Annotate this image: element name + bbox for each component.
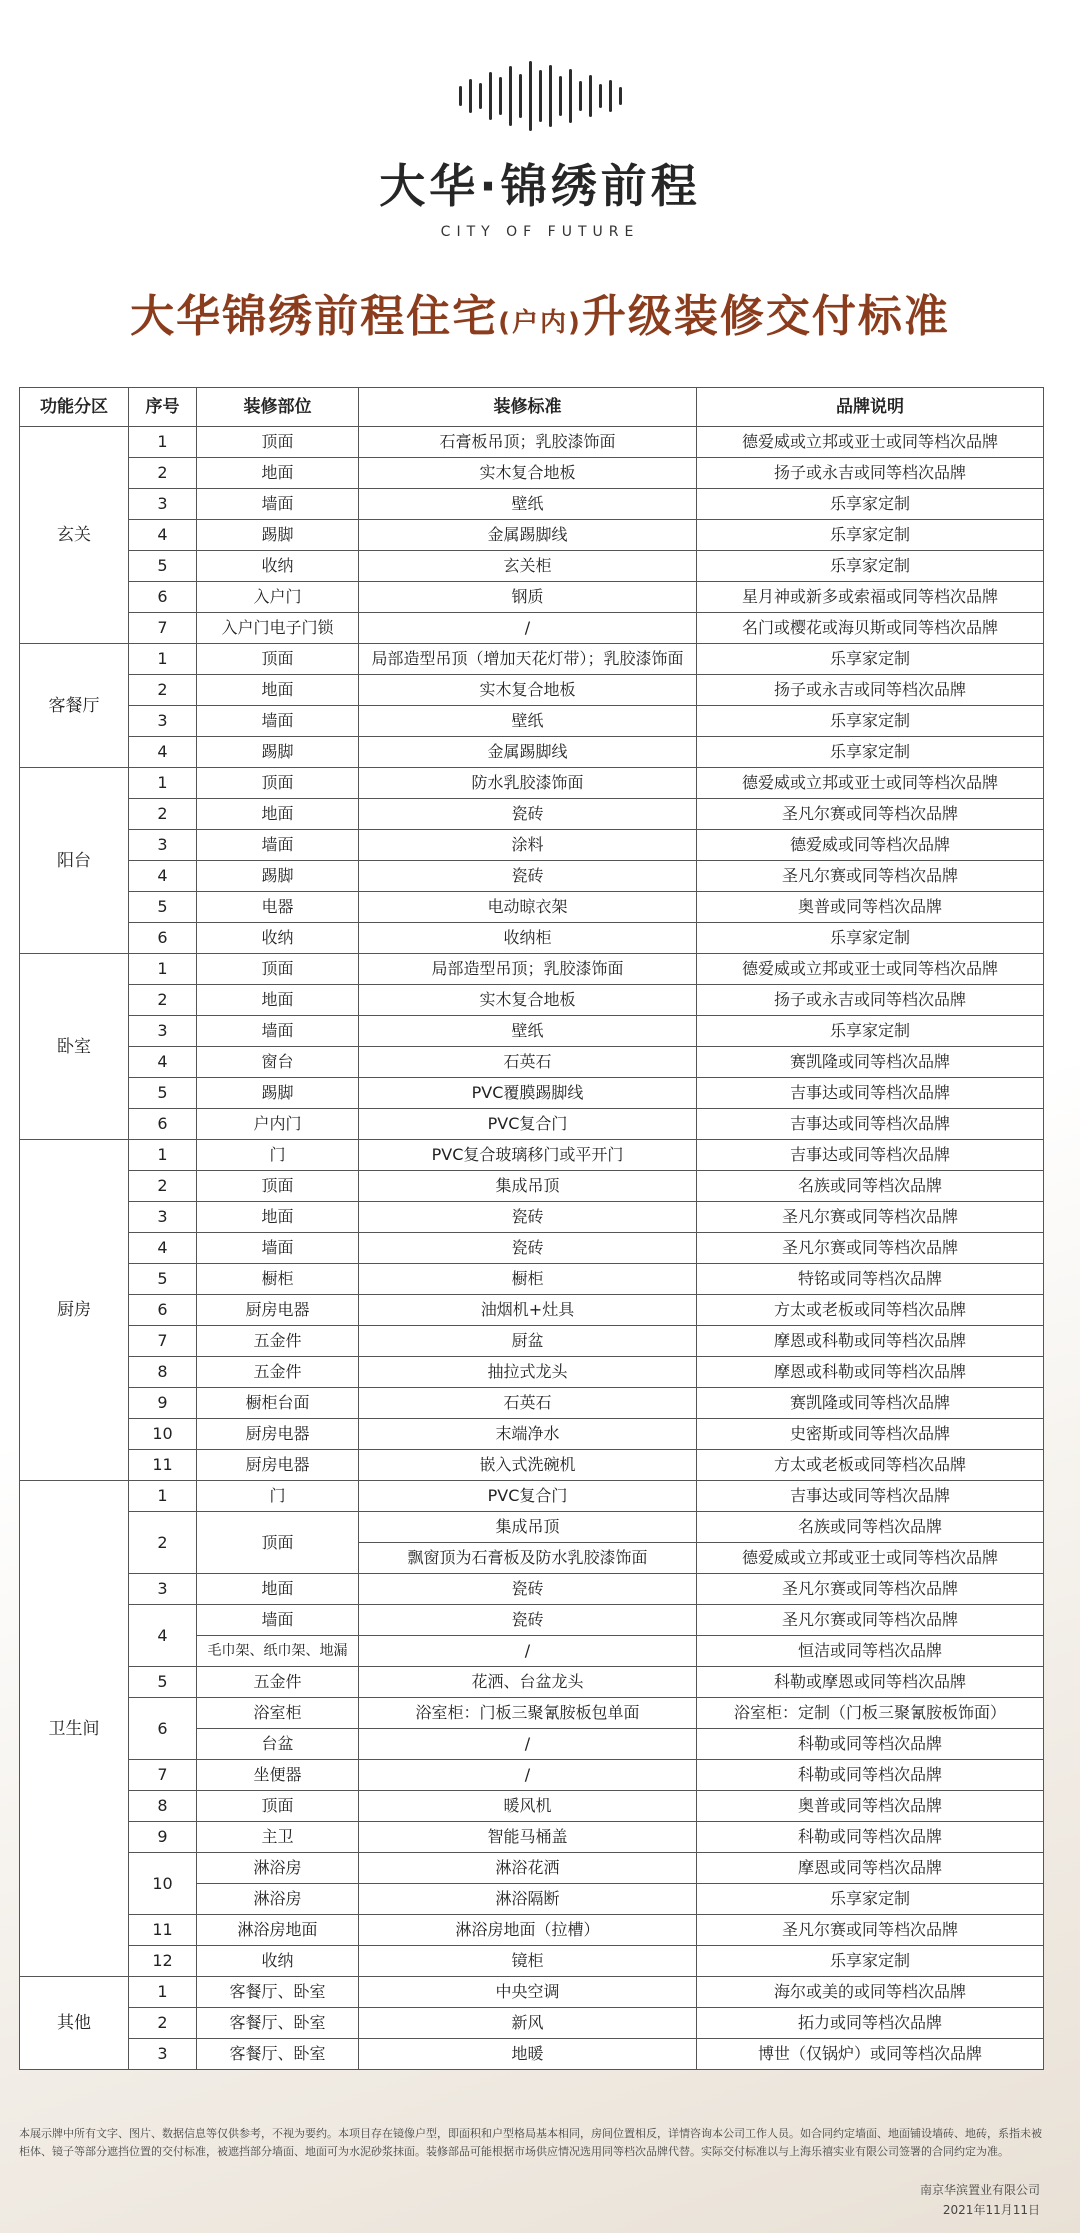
cell: 摩恩或科勒或同等档次品牌 (697, 1357, 1044, 1388)
cell: 乐享家定制 (697, 1016, 1044, 1047)
cell: 9 (129, 1822, 197, 1853)
cell: 抽拉式龙头 (359, 1357, 697, 1388)
cell: 地面 (197, 458, 359, 489)
cell: 防水乳胶漆饰面 (359, 768, 697, 799)
cell: 11 (129, 1915, 197, 1946)
table-row (20, 1419, 1044, 1450)
table-row (20, 799, 1044, 830)
cell: 吉事达或同等档次品牌 (697, 1078, 1044, 1109)
cell: 门 (197, 1481, 359, 1512)
cell: 1 (129, 1140, 197, 1171)
cell: 地面 (197, 675, 359, 706)
cell: 乐享家定制 (697, 551, 1044, 582)
cell: 1 (129, 954, 197, 985)
cell: / (359, 1760, 697, 1791)
header-brand: 品牌说明 (697, 388, 1044, 427)
cell: 石英石 (359, 1388, 697, 1419)
zone-label: 厨房 (20, 1140, 129, 1481)
table-row (20, 489, 1044, 520)
table-row (20, 737, 1044, 768)
cell: 镜柜 (359, 1946, 697, 1977)
zone-label: 其他 (20, 1977, 129, 2070)
cell: 特铭或同等档次品牌 (697, 1264, 1044, 1295)
cell: 2 (129, 458, 197, 489)
cell: 乐享家定制 (697, 1946, 1044, 1977)
cell: 4 (129, 737, 197, 768)
cell: 3 (129, 2039, 197, 2070)
cell: 客餐厅、卧室 (197, 2008, 359, 2039)
cell: 石英石 (359, 1047, 697, 1078)
cell: 3 (129, 489, 197, 520)
cell: 墙面 (197, 489, 359, 520)
table-row (20, 1264, 1044, 1295)
cell: 奥普或同等档次品牌 (697, 1791, 1044, 1822)
cell: 顶面 (197, 644, 359, 675)
cell: 6 (129, 1698, 197, 1760)
zone-label: 卫生间 (20, 1481, 129, 1977)
cell: 新风 (359, 2008, 697, 2039)
cell: 5 (129, 892, 197, 923)
cell: 吉事达或同等档次品牌 (697, 1481, 1044, 1512)
cell: 名族或同等档次品牌 (697, 1171, 1044, 1202)
cell: 12 (129, 1946, 197, 1977)
cell: 五金件 (197, 1357, 359, 1388)
table-row (20, 644, 1044, 675)
table-row (20, 1605, 1044, 1636)
cell: 6 (129, 1295, 197, 1326)
cell: 收纳 (197, 923, 359, 954)
table-row (20, 1140, 1044, 1171)
cell: 集成吊顶 (359, 1171, 697, 1202)
cell: 踢脚 (197, 520, 359, 551)
table-row (20, 1326, 1044, 1357)
cell: 圣凡尔赛或同等档次品牌 (697, 1574, 1044, 1605)
cell: 3 (129, 1016, 197, 1047)
cell: 10 (129, 1853, 197, 1915)
company-name: 南京华滨置业有限公司 (919, 2183, 1040, 2197)
cell: 3 (129, 1202, 197, 1233)
disclaimer-note: 本展示牌中所有文字、图片、数据信息等仅供参考，不视为要约。本项目存在镜像户型，即面积和户型格局基本相同，房间位置相反，详情咨询本公司工作人员。如合同约定墙面、地面铺设墙砖、地砖，系指未被柜体、镜子等部分遮挡位置的交付标准，被遮挡部分墙面、地面可为水泥砂浆抹面。装修部品可能根据市场供应情况选用同等档次品牌代替。实际交付标准以与上海乐禧实业有限公司签署的合同约定为准。 (19, 2127, 1042, 2158)
cell: 金属踢脚线 (359, 737, 697, 768)
cell: 客餐厅、卧室 (197, 1977, 359, 2008)
cell: 淋浴房 (197, 1884, 359, 1915)
cell: 毛巾架、纸巾架、地漏 (197, 1636, 359, 1667)
cell: 实木复合地板 (359, 458, 697, 489)
cell: 赛凯隆或同等档次品牌 (697, 1388, 1044, 1419)
cell: 德爱威或立邦或亚士或同等档次品牌 (697, 768, 1044, 799)
cell: 门 (197, 1140, 359, 1171)
cell: 墙面 (197, 1016, 359, 1047)
cell: 乐享家定制 (697, 520, 1044, 551)
cell: 涂料 (359, 830, 697, 861)
table-row (20, 551, 1044, 582)
brand-subtitle: CITY OF FUTURE (440, 224, 640, 240)
cell: 顶面 (197, 1512, 359, 1574)
cell: PVC复合门 (359, 1109, 697, 1140)
cell: 厨房电器 (197, 1295, 359, 1326)
cell: 5 (129, 1264, 197, 1295)
cell: 顶面 (197, 1171, 359, 1202)
title-main: 大华锦绣前程住宅 (130, 291, 499, 342)
cell: 玄关柜 (359, 551, 697, 582)
company-info (920, 2180, 1040, 2220)
cell: 乐享家定制 (697, 737, 1044, 768)
cell: 顶面 (197, 1791, 359, 1822)
cell: 入户门 (197, 582, 359, 613)
cell: 乐享家定制 (697, 644, 1044, 675)
cell: 入户门电子门锁 (197, 613, 359, 644)
cell: 星月神或新多或索福或同等档次品牌 (697, 582, 1044, 613)
table-row (20, 1667, 1044, 1698)
cell: 嵌入式洗碗机 (359, 1450, 697, 1481)
cell: 方太或老板或同等档次品牌 (697, 1295, 1044, 1326)
cell: 电器 (197, 892, 359, 923)
cell: PVC复合玻璃移门或平开门 (359, 1140, 697, 1171)
cell: 名族或同等档次品牌 (697, 1512, 1044, 1543)
cell: 壁纸 (359, 706, 697, 737)
cell: 德爱威或立邦或亚士或同等档次品牌 (697, 427, 1044, 458)
table-row (20, 1915, 1044, 1946)
cell: 顶面 (197, 954, 359, 985)
table-row (20, 1171, 1044, 1202)
table-row (20, 458, 1044, 489)
cell: 赛凯隆或同等档次品牌 (697, 1047, 1044, 1078)
cell: 拓力或同等档次品牌 (697, 2008, 1044, 2039)
soundwave-logo-icon (0, 58, 1080, 134)
cell: / (359, 1729, 697, 1760)
cell: 局部造型吊顶；乳胶漆饰面 (359, 954, 697, 985)
cell: 1 (129, 1977, 197, 2008)
zone-label: 卧室 (20, 954, 129, 1140)
cell: 2 (129, 675, 197, 706)
cell: 圣凡尔赛或同等档次品牌 (697, 1202, 1044, 1233)
cell: 科勒或同等档次品牌 (697, 1822, 1044, 1853)
cell: 末端净水 (359, 1419, 697, 1450)
cell: 方太或老板或同等档次品牌 (697, 1450, 1044, 1481)
cell: 顶面 (197, 427, 359, 458)
table-row (20, 2008, 1044, 2039)
cell: 收纳 (197, 1946, 359, 1977)
cell: 瓷砖 (359, 1574, 697, 1605)
cell: 2 (129, 1171, 197, 1202)
table-row (20, 675, 1044, 706)
cell: PVC覆膜踢脚线 (359, 1078, 697, 1109)
cell: PVC复合门 (359, 1481, 697, 1512)
table-row (20, 768, 1044, 799)
table-row (20, 923, 1044, 954)
cell: 4 (129, 1233, 197, 1264)
cell: 1 (129, 427, 197, 458)
cell: 3 (129, 706, 197, 737)
table-row (20, 706, 1044, 737)
table-row (20, 985, 1044, 1016)
cell: 10 (129, 1419, 197, 1450)
cell: 5 (129, 1667, 197, 1698)
cell: 石膏板吊顶；乳胶漆饰面 (359, 427, 697, 458)
cell: 墙面 (197, 1605, 359, 1636)
cell: 扬子或永吉或同等档次品牌 (697, 985, 1044, 1016)
cell: 7 (129, 613, 197, 644)
cell: 主卫 (197, 1822, 359, 1853)
zone-label: 阳台 (20, 768, 129, 954)
cell: 收纳柜 (359, 923, 697, 954)
table-row (20, 861, 1044, 892)
cell: 圣凡尔赛或同等档次品牌 (697, 799, 1044, 830)
table-row (20, 954, 1044, 985)
table-row (20, 892, 1044, 923)
cell: 淋浴房 (197, 1853, 359, 1884)
cell: 顶面 (197, 768, 359, 799)
table-row (20, 1760, 1044, 1791)
cell: 乐享家定制 (697, 489, 1044, 520)
cell: 5 (129, 1078, 197, 1109)
cell: 奥普或同等档次品牌 (697, 892, 1044, 923)
cell: 地面 (197, 985, 359, 1016)
issue-date: 2021年11月11日 (942, 2203, 1040, 2217)
cell: 花洒、台盆龙头 (359, 1667, 697, 1698)
cell: 淋浴隔断 (359, 1884, 697, 1915)
cell: 11 (129, 1450, 197, 1481)
cell: 科勒或同等档次品牌 (697, 1760, 1044, 1791)
cell: 淋浴房地面 (197, 1915, 359, 1946)
cell: 窗台 (197, 1047, 359, 1078)
standards-table (19, 387, 1044, 2070)
cell: 圣凡尔赛或同等档次品牌 (697, 1233, 1044, 1264)
cell: 乐享家定制 (697, 706, 1044, 737)
cell: 3 (129, 1574, 197, 1605)
cell: 飘窗顶为石膏板及防水乳胶漆饰面 (359, 1543, 697, 1574)
cell: 1 (129, 768, 197, 799)
table-row (20, 1791, 1044, 1822)
brand-logo (0, 58, 1080, 240)
cell: 厨盆 (359, 1326, 697, 1357)
cell: 壁纸 (359, 1016, 697, 1047)
cell: 金属踢脚线 (359, 520, 697, 551)
cell: / (359, 1636, 697, 1667)
table-header-row (20, 388, 1044, 427)
table-row (20, 1233, 1044, 1264)
cell: 圣凡尔赛或同等档次品牌 (697, 861, 1044, 892)
cell: 智能马桶盖 (359, 1822, 697, 1853)
table-row (20, 427, 1044, 458)
cell: 1 (129, 644, 197, 675)
cell: 8 (129, 1357, 197, 1388)
cell: 吉事达或同等档次品牌 (697, 1109, 1044, 1140)
cell: 墙面 (197, 830, 359, 861)
cell: 瓷砖 (359, 799, 697, 830)
cell: 瓷砖 (359, 1202, 697, 1233)
zone-label: 客餐厅 (20, 644, 129, 768)
cell: 9 (129, 1388, 197, 1419)
table-row (20, 2039, 1044, 2070)
header-part: 装修部位 (197, 388, 359, 427)
cell: 坐便器 (197, 1760, 359, 1791)
cell: 圣凡尔赛或同等档次品牌 (697, 1915, 1044, 1946)
cell: 4 (129, 1605, 197, 1667)
cell: 4 (129, 520, 197, 551)
cell: / (359, 613, 697, 644)
cell: 地暖 (359, 2039, 697, 2070)
cell: 恒洁或同等档次品牌 (697, 1636, 1044, 1667)
cell: 德爱威或立邦或亚士或同等档次品牌 (697, 954, 1044, 985)
cell: 集成吊顶 (359, 1512, 697, 1543)
cell: 橱柜台面 (197, 1388, 359, 1419)
table-row (20, 582, 1044, 613)
table-row (20, 1574, 1044, 1605)
cell: 踢脚 (197, 737, 359, 768)
cell: 暖风机 (359, 1791, 697, 1822)
cell: 吉事达或同等档次品牌 (697, 1140, 1044, 1171)
cell: 橱柜 (197, 1264, 359, 1295)
cell: 乐享家定制 (697, 1884, 1044, 1915)
cell: 2 (129, 2008, 197, 2039)
table-row (20, 1047, 1044, 1078)
cell: 博世（仅锅炉）或同等档次品牌 (697, 2039, 1044, 2070)
table-row (20, 1450, 1044, 1481)
cell: 5 (129, 551, 197, 582)
header-standard: 装修标准 (359, 388, 697, 427)
table-row (20, 1388, 1044, 1419)
cell: 淋浴花洒 (359, 1853, 697, 1884)
cell: 史密斯或同等档次品牌 (697, 1419, 1044, 1450)
cell: 油烟机+灶具 (359, 1295, 697, 1326)
table-row (20, 1202, 1044, 1233)
header-zone: 功能分区 (20, 388, 129, 427)
cell: 客餐厅、卧室 (197, 2039, 359, 2070)
cell: 名门或樱花或海贝斯或同等档次品牌 (697, 613, 1044, 644)
table-row (20, 1946, 1044, 1977)
cell: 科勒或摩恩或同等档次品牌 (697, 1667, 1044, 1698)
cell: 地面 (197, 1574, 359, 1605)
cell: 科勒或同等档次品牌 (697, 1729, 1044, 1760)
cell: 圣凡尔赛或同等档次品牌 (697, 1605, 1044, 1636)
cell: 8 (129, 1791, 197, 1822)
cell: 扬子或永吉或同等档次品牌 (697, 458, 1044, 489)
table-row (20, 1977, 1044, 2008)
cell: 厨房电器 (197, 1450, 359, 1481)
cell: 摩恩或同等档次品牌 (697, 1853, 1044, 1884)
cell: 乐享家定制 (697, 923, 1044, 954)
cell: 地面 (197, 799, 359, 830)
cell: 浴室柜：定制（门板三聚氰胺板饰面） (697, 1698, 1044, 1729)
cell: 3 (129, 830, 197, 861)
cell: 2 (129, 799, 197, 830)
cell: 1 (129, 1481, 197, 1512)
table-row (20, 1078, 1044, 1109)
cell: 摩恩或科勒或同等档次品牌 (697, 1326, 1044, 1357)
cell: 浴室柜：门板三聚氰胺板包单面 (359, 1698, 697, 1729)
table-row (20, 1481, 1044, 1512)
cell: 7 (129, 1326, 197, 1357)
cell: 德爱威或同等档次品牌 (697, 830, 1044, 861)
cell: 中央空调 (359, 1977, 697, 2008)
cell: 2 (129, 985, 197, 1016)
cell: 厨房电器 (197, 1419, 359, 1450)
table-row (20, 520, 1044, 551)
cell: 地面 (197, 1202, 359, 1233)
cell: 橱柜 (359, 1264, 697, 1295)
cell: 户内门 (197, 1109, 359, 1140)
table-row (20, 1822, 1044, 1853)
cell: 瓷砖 (359, 1233, 697, 1264)
table-row (20, 830, 1044, 861)
cell: 瓷砖 (359, 861, 697, 892)
table-row (20, 1853, 1044, 1884)
cell: 6 (129, 1109, 197, 1140)
cell: 收纳 (197, 551, 359, 582)
cell: 五金件 (197, 1326, 359, 1357)
cell: 墙面 (197, 1233, 359, 1264)
cell: 电动晾衣架 (359, 892, 697, 923)
title-paren: (户内) (498, 308, 582, 338)
cell: 五金件 (197, 1667, 359, 1698)
cell: 局部造型吊顶（增加天花灯带）；乳胶漆饰面 (359, 644, 697, 675)
cell: 海尔或美的或同等档次品牌 (697, 1977, 1044, 2008)
cell: 瓷砖 (359, 1605, 697, 1636)
cell: 7 (129, 1760, 197, 1791)
cell: 钢质 (359, 582, 697, 613)
cell: 6 (129, 582, 197, 613)
cell: 墙面 (197, 706, 359, 737)
cell: 浴室柜 (197, 1698, 359, 1729)
cell: 4 (129, 861, 197, 892)
cell: 扬子或永吉或同等档次品牌 (697, 675, 1044, 706)
cell: 台盆 (197, 1729, 359, 1760)
table-row (20, 1016, 1044, 1047)
table-row (20, 1698, 1044, 1729)
table-row (20, 1109, 1044, 1140)
cell: 踢脚 (197, 861, 359, 892)
cell: 壁纸 (359, 489, 697, 520)
cell: 2 (129, 1512, 197, 1574)
cell: 实木复合地板 (359, 675, 697, 706)
zone-label: 玄关 (20, 427, 129, 644)
cell: 踢脚 (197, 1078, 359, 1109)
page-title (0, 280, 1080, 344)
cell: 淋浴房地面（拉槽） (359, 1915, 697, 1946)
table-row (20, 613, 1044, 644)
cell: 4 (129, 1047, 197, 1078)
cell: 实木复合地板 (359, 985, 697, 1016)
cell: 德爱威或立邦或亚士或同等档次品牌 (697, 1543, 1044, 1574)
header-no: 序号 (129, 388, 197, 427)
table-row (20, 1357, 1044, 1388)
cell: 6 (129, 923, 197, 954)
brand-name: 大华·锦绣前程 (379, 159, 701, 213)
table-row (20, 1512, 1044, 1543)
title-rest: 升级装修交付标准 (581, 291, 950, 342)
table-row (20, 1295, 1044, 1326)
